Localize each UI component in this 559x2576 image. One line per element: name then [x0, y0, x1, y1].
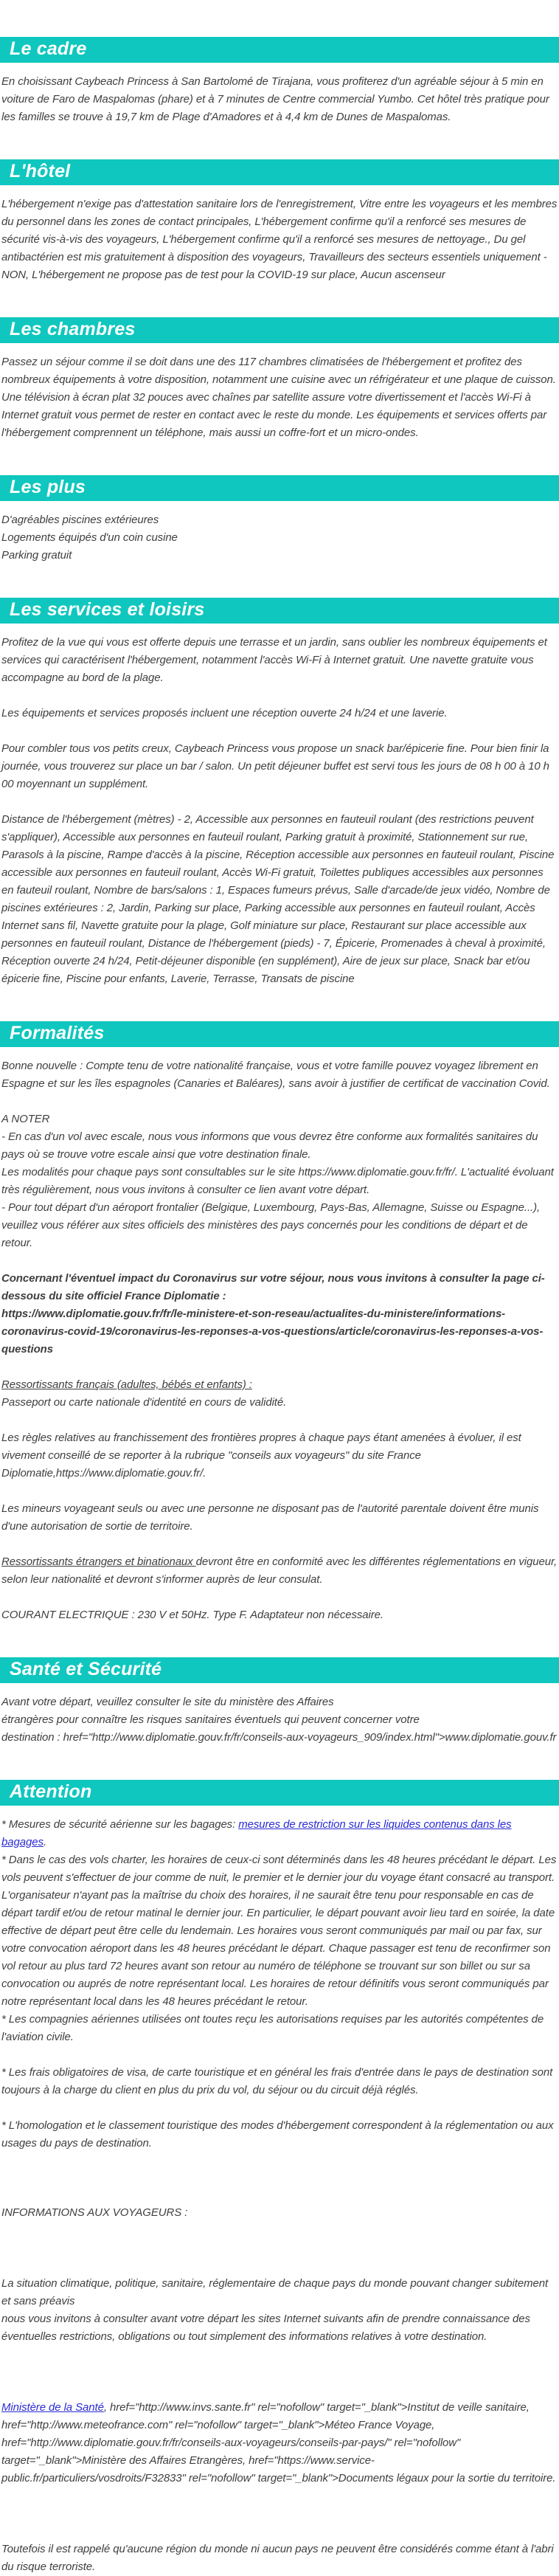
paragraph [1, 2204, 558, 2222]
text-run: devront être en conformité avec les différentes réglementations en vigueur, selon leur nationalité et devront s'informer auprès de leur consulat. [1, 1555, 558, 1586]
section-header-l-hotel [0, 159, 559, 185]
text-run: * Dans le cas des vols charter, les horaires de ceux-ci sont déterminés dans les 48 heures précédant le départ. Les vols peuvent s'effectuer de jour comme de nuit, le premier et le dernier jour du voyage étant consacré au transport. L'organisateur n'ayant pas la maîtrise du choix des horaires, il ne saurait être tenu pour responsable en cas de départ tardif et/ou de retour matinal le dernier jour. En particulier, le départ pouvant avoir lieu tard en soirée, la date effective de départ peut être celle du lendemain. Les horaires vous seront communiqués par mail ou par fax, sur votre convocation aéroport dans les 48 heures précédant le départ. Chaque passager est tenu de reconfirmer son vol retour au plus tard 72 heures avant son retour au numéro de téléphone se trouvant sur son billet ou sur sa convocation ou auprés de notre représentant local. Les horaires de retour définitifs vous seront communiqués par notre représentant local dans les 48 heures précédant le retour. [1, 1854, 557, 2008]
section [0, 159, 559, 284]
text-run: Les règles relatives au franchissement des frontières propres à chaque pays étant amenées à évoluer, il est vivement conseillé de se reporter à la rubrique "conseils aux voyageurs" du site France Diplomatie,https://www.diplomatie.gouv.fr/. [1, 1432, 521, 1479]
paragraph [1, 2275, 558, 2346]
paragraph [1, 2117, 558, 2152]
section-header-attention [0, 1780, 559, 1806]
text-run: Passez un séjour comme il se doit dans une des 117 chambres climatisées de l'hébergement et profitez des nombreux équipements à votre disposition, notamment une cuisine avec un réfrigérateur et une plaque de cuisson. Une télévision à écran plat 32 pouces avec chaînes par satellite assure votre divertissement et l'accès Wi-Fi à Internet gratuit vous permet de rester en contact avec le reste du monde. Les équipements et services offerts par l'hébergement comprennent un téléphone, mais aussi un coffre-fort et un micro-ondes. [1, 356, 556, 439]
section-content [0, 353, 559, 442]
section-title: Les chambres [10, 319, 136, 339]
section [0, 317, 559, 442]
section-title: Attention [10, 1781, 92, 1802]
section-content [0, 511, 559, 564]
paragraph [1, 196, 558, 284]
section-title: Le cadre [10, 38, 87, 59]
section-header-les-chambres [0, 317, 559, 343]
text-run: Bonne nouvelle : Compte tenu de votre nationalité française, vous et votre famille pouvez voyagez librement en Espagne et sur les îles espagnoles (Canaries et Baléares), sans avoir à justifier de certificat de vaccination Covid. [1, 1060, 550, 1090]
section-title: L'hôtel [10, 161, 71, 182]
paragraph [1, 1376, 558, 1412]
paragraph [1, 1693, 558, 1747]
text-run: Ressortissants français (adultes, bébés et enfants) : [1, 1378, 252, 1391]
text-run: Les mineurs voyageant seuls ou avec une personne ne disposant pas de l'autorité parentale doivent être munis d'une autorisation de sortie de territoire. [1, 1502, 539, 1533]
section [0, 1657, 559, 1747]
text-run: Concernant l'éventuel impact du Coronavirus sur votre séjour, nous vous invitons à consulter la page ci-dessous du site officiel France Diplomatie : [1, 1272, 545, 1302]
section-header-le-cadre [0, 37, 559, 63]
text-run: Les équipements et services proposés incluent une réception ouverte 24 h/24 et une laverie. [1, 707, 448, 719]
text-run: L'hébergement n'exige pas d'attestation sanitaire lors de l'enregistrement, Vitre entre les voyageurs et les membres du personnel dans les zones de contact principales, L'hébergement confirme qu'il a renforcé ses mesures de sécurité vis-à-vis des voyageurs, L'hébergement confirme qu'il a renforcé ses mesures de nettoyage., Du gel antibactérien est mis gratuitement à disposition des voyageurs, Travailleurs des secteurs essentiels uniquement - NON, L'hébergement ne propose pas de test pour la COVID-19 sur place, Aucun ascenseur [1, 198, 558, 281]
text-run: D'agréables piscines extérieures [1, 514, 159, 526]
section [0, 1780, 559, 2576]
text-run: * L'homologation et le classement touristique des modes d'hébergement correspondent à la réglementation ou aux usages du pays de destination. [1, 2119, 554, 2149]
text-run: nous vous invitons à consulter avant votre départ les sites Internet suivants afin de prendre connaissance des éventuelles restrictions, obligations ou tout simplement des informations relatives à votre destination. [1, 2313, 530, 2343]
text-run: étrangères pour connaître les risques sanitaires éventuels qui peuvent concerner votre [1, 1713, 420, 1726]
paragraph [1, 73, 558, 126]
paragraph [1, 634, 558, 687]
text-run: - Pour tout départ d'un aéroport frontalier (Belgique, Luxembourg, Pays-Bas, Allemagne, Suisse ou Espagne...), veuillez vous référer aux sites officiels des ministères des pays concernés pour les conditions de départ et de retour. [1, 1201, 541, 1249]
text-run: * Les compagnies aériennes utilisées ont toutes reçu les autorisations requises par les autorités compétentes de l'aviation civile. [1, 2013, 544, 2043]
paragraph [1, 2541, 558, 2576]
text-run: Ressortissants étrangers et binationaux [1, 1555, 196, 1568]
text-run: Passeport ou carte nationale d'identité en cours de validité. [1, 1396, 287, 1409]
paragraph [1, 1111, 558, 1252]
text-run: https://www.diplomatie.gouv.fr/fr/le-ministere-et-son-reseau/actualites-du-ministere/informations-coronavirus-covid-19/coronavirus-les-reponses-a-vos-questions/article/coronavirus-les-reponses-a-vos-questions [1, 1308, 544, 1356]
text-run: Parking gratuit [1, 549, 72, 562]
text-run: - En cas d'un vol avec escale, nous vous informons que vous devrez être conforme aux formalités sanitaires du pays où se trouve votre escale ainsi que votre destination finale. [1, 1130, 538, 1161]
section-content [0, 196, 559, 284]
section-content [0, 1057, 559, 1624]
paragraph [1, 2064, 558, 2099]
text-run: * Les frais obligatoires de visa, de carte touristique et en général les frais d'entrée dans le pays de destination sont toujours à la charge du client en plus du prix du vol, du séjour ou du circuit déjà réglés. [1, 2066, 553, 2096]
section-header-les-plus [0, 475, 559, 501]
text-run: La situation climatique, politique, sanitaire, réglementaire de chaque pays du monde pouvant changer subitement et sans préavis [1, 2277, 549, 2307]
paragraph [1, 353, 558, 442]
paragraph [1, 1270, 558, 1358]
section-header-formalites [0, 1021, 559, 1047]
section [0, 37, 559, 126]
paragraph [1, 740, 558, 793]
paragraph [1, 1429, 558, 1482]
text-run: COURANT ELECTRIQUE : 230 V et 50Hz. Type F. Adaptateur non nécessaire. [1, 1609, 383, 1621]
text-run: En choisissant Caybeach Princess à San Bartolomé de Tirajana, vous profiterez d'un agréable séjour à 5 min en voiture de Faro de Maspalomas (phare) et à 7 minutes de Centre commercial Yumbo. Cet hôtel très pratique pour les familles se trouve à 19,7 km de Plage d'Amadores et à 4,4 km de Dunes de Maspalomas. [1, 75, 549, 123]
text-run: * Mesures de sécurité aérienne sur les bagages: [1, 1818, 239, 1831]
section-header-sante-securite [0, 1657, 559, 1683]
text-run: INFORMATIONS AUX VOYAGEURS : [1, 2206, 188, 2219]
paragraph [1, 811, 558, 988]
section-content [0, 73, 559, 126]
paragraph [1, 511, 558, 564]
text-link[interactable]: mesures de restriction sur les liquides contenus dans les bagages [1, 1818, 512, 1848]
section [0, 475, 559, 564]
section-header-services-loisirs [0, 598, 559, 624]
section [0, 598, 559, 988]
paragraph [1, 1816, 558, 2046]
section-content [0, 634, 559, 988]
section-content [0, 1693, 559, 1747]
paragraph [1, 2399, 558, 2487]
text-run: Logements équipés d'un coin cusine [1, 531, 178, 544]
paragraph [1, 1500, 558, 1536]
section-title: Santé et Sécurité [10, 1659, 162, 1679]
text-run: , href="http://www.invs.sante.fr" rel="nofollow" target="_blank">Institut de veille sanitaire, href="http://www.meteofrance.com" rel="nofollow" target="_blank">Méteo France Voyage, href="http://www.diplomatie.gouv.fr/fr/conseils-aux-voyageurs/conseils-par-pays/" rel="nofollow" target="_blank">Ministère des Affaires Etrangères, href="https://www.service-public.fr/particuliers/vosdroits/F32833" rel="nofollow" target="_blank">Documents légaux pour la sortie du territoire. [1, 2401, 556, 2485]
text-run: . [43, 1836, 46, 1848]
section-title: Les plus [10, 477, 86, 497]
text-run: Les modalités pour chaque pays sont consultables sur le site https://www.diplomatie.gouv.fr/fr/. L'actualité évoluant très régulièrement, nous vous invitons à consulter ce lien avant votre départ. [1, 1166, 554, 1196]
section-content [0, 1816, 559, 2576]
paragraph [1, 705, 558, 722]
text-run: Toutefois il est rappelé qu'aucune région du monde ni aucun pays ne peuvent être considérés comme étant à l'abri du risque terroriste. [1, 2543, 554, 2573]
section [0, 1021, 559, 1624]
paragraph [1, 1057, 558, 1093]
text-run: Profitez de la vue qui vous est offerte depuis une terrasse et un jardin, sans oublier les nombreux équipements et services qui caractérisent l'hébergement, notamment l'accès Wi-Fi à Internet gratuit. Une navette gratuite vous accompagne au bord de la plage. [1, 636, 547, 684]
text-run: Distance de l'hébergement (mètres) - 2, Accessible aux personnes en fauteuil roulant (des restrictions peuvent s'appliquer), Accessible aux personnes en fauteuil roulant, Parking gratuit à proximité, Stationnement sur rue, Parasols à la piscine, Rampe d'accès à la piscine, Réception accessible aux personnes en fauteuil roulant, Piscine accessible aux personnes en fauteuil roulant, Accès Wi-Fi gratuit, Toilettes publiques accessibles aux personnes en fauteuil roulant, Nombre de bars/salons : 1, Espaces fumeurs prévus, Salle d'arcade/de jeux vidéo, Nombre de piscines extérieures : 2, Jardin, Parking sur place, Parking accessible aux personnes en fauteuil roulant, Accès Internet sans fil, Navette gratuite pour la plage, Golf miniature sur place, Restaurant sur place accessible aux personnes en fauteuil roulant, Distance de l'hébergement (pieds) - 7, Épicerie, Promenades à cheval à proximité, Réception ouverte 24 h/24, Petit-déjeuner disponible (en supplément), Aire de jeux sur place, Snack bar et/ou épicerie fine, Piscine pour enfants, Laverie, Terrasse, Transats de piscine [1, 813, 555, 985]
paragraph [1, 1606, 558, 1624]
paragraph [1, 1553, 558, 1589]
text-link[interactable]: Ministère de la Santé [1, 2401, 104, 2414]
text-run: destination : href="http://www.diplomatie.gouv.fr/fr/conseils-aux-voyageurs_909/index.html">www.diplomatie.gouv.fr [1, 1731, 557, 1744]
text-run: Pour combler tous vos petits creux, Caybeach Princess vous propose un snack bar/épicerie fine. Pour bien finir la journée, vous trouverez sur place un bar / salon. Un petit déjeuner buffet est servi tous les jours de 08 h 00 à 10 h 00 moyennant un supplément. [1, 742, 549, 790]
text-run: Avant votre départ, veuillez consulter le site du ministère des Affaires [1, 1696, 334, 1708]
section-title: Les services et loisirs [10, 599, 205, 620]
section-title: Formalités [10, 1023, 105, 1043]
text-run: A NOTER [1, 1113, 50, 1125]
